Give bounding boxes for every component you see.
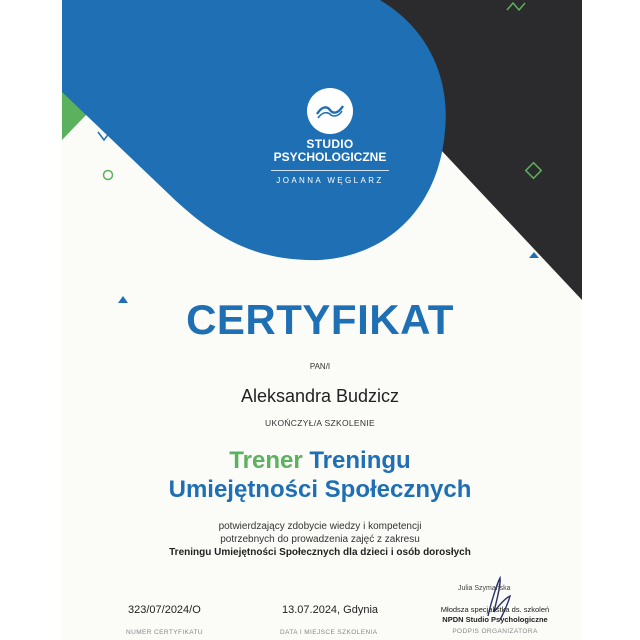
- recipient-name: Aleksandra Budzicz: [240, 386, 400, 406]
- course-title-line-1: [0, 447, 640, 475]
- date-place: 13.07.2024, Gdynia: [282, 604, 379, 616]
- signer-title-2: NPDN Studio Psychologiczne: [442, 615, 548, 624]
- signer-label: PODPIS ORGANIZATORA: [452, 628, 538, 635]
- signer-title-1: Młodsza specjalistka ds. szkoleń: [440, 605, 550, 614]
- triangle-right: [529, 252, 539, 258]
- addressee-label: PAN/I: [309, 362, 331, 371]
- certificate-number: 323/07/2024/O: [128, 604, 201, 616]
- signer-name: Julia Szymańska: [458, 585, 511, 592]
- logo-divider: [271, 170, 389, 171]
- logo-emblem: [307, 88, 353, 134]
- handshake-wave-icon: [314, 100, 346, 122]
- studio-logo: [265, 88, 395, 185]
- certificate-title: CERTYFIKAT: [186, 296, 454, 343]
- course-highlight: Trener: [229, 447, 303, 474]
- certificate-number-label: NUMER CERTYFIKATU: [126, 629, 203, 636]
- course-title-line-2: Umiejętności Społecznych: [168, 476, 472, 503]
- description-line-2: potrzebnych do prowadzenia zajęć z zakresu: [220, 534, 420, 545]
- logo-line-1: STUDIO: [306, 137, 354, 151]
- circle-left: [104, 171, 113, 180]
- description-line-1: potwierdzający zdobycie wiedzy i kompetencji: [218, 521, 422, 532]
- logo-subtitle: JOANNA WĘGLARZ: [276, 176, 384, 185]
- logo-line-2: PSYCHOLOGICZNE: [273, 150, 387, 164]
- description-line-3: Treningu Umiejętności Społecznych dla dzieci i osób dorosłych: [169, 547, 471, 558]
- date-place-label: DATA I MIEJSCE SZKOLENIA: [280, 629, 378, 636]
- course-line-1-rest: Treningu: [309, 447, 411, 474]
- completed-label: UKOŃCZYŁ/A SZKOLENIE: [265, 418, 375, 428]
